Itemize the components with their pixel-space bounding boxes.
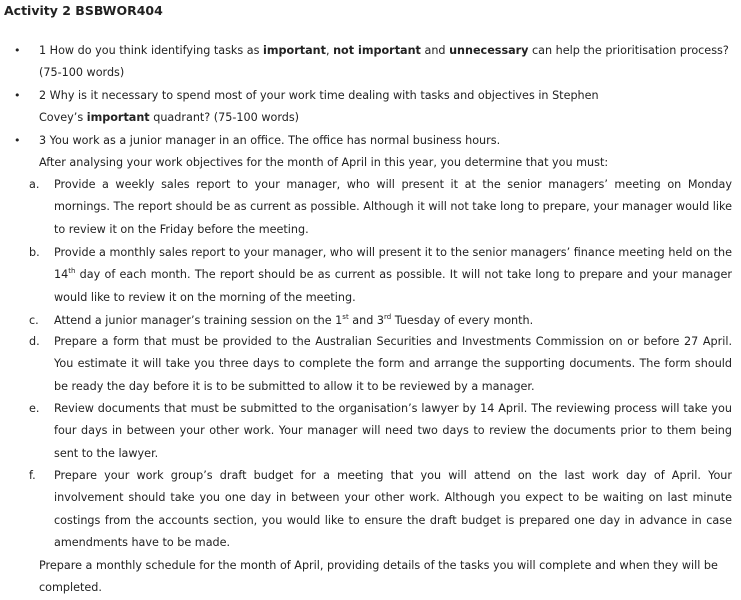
task-text: Prepare a form that must be provided to the Australian Securities and Investments Commission on or before 27 April. You estimate it will take you three days to complete the form and arrange the supporting documents. The form should be ready the day before it is to be submitted to allow it to be reviewed by a manager. — [54, 335, 732, 393]
task-text: Provide a monthly sales report to your manager, who will present it to the senior managers’ finance meeting held on the 14th day of each month. The report should be as current as possible. It will not take long to prepare and your manager would like to review it on the morning of the meeting. — [54, 246, 732, 304]
question-2-text: 2 Why is it necessary to spend most of your work time dealing with tasks and objectives in Stephen Covey’s important quadrant? (75-100 words) — [39, 89, 599, 125]
question-3-text: 3 You work as a junior manager in an office. The office has normal business hours. After analysing your work objectives for the month of April in this year, you determine that you must: — [39, 134, 609, 170]
task-letter: b. — [29, 246, 40, 259]
task-letter: e. — [29, 402, 40, 415]
task-text: Prepare your work group’s draft budget for a meeting that you will attend on the last work day of April. Your involvement should take you one day in between your other work. Although you expect to be waiting on last minute costings from the accounts section, you would like to ensure the draft budget is prepared one day in advance in case amendments have to be made. — [54, 469, 732, 550]
task-letter: d. — [29, 335, 40, 348]
bullet-icon: • — [14, 89, 21, 102]
final-instruction: Prepare a monthly schedule for the month of April, providing details of the tasks you will complete and when they will be completed. — [39, 559, 718, 595]
task-letter: a. — [29, 178, 40, 191]
task-text: Provide a weekly sales report to your manager, who will present it at the senior managers’ meeting on Monday mornings. The report should be as current as possible. Although it will not take long to prepare, your manager would like to review it on the Friday before the meeting. — [54, 178, 732, 236]
question-1-text: 1 How do you think identifying tasks as important, not important and unnecessary can help the prioritisation process? (75-100 words) — [39, 44, 729, 80]
task-text: Review documents that must be submitted to the organisation’s lawyer by 14 April. The reviewing process will take you four days in between your other work. Your manager will need two days to review the documents prior to them being sent to the lawyer. — [54, 402, 732, 460]
bullet-icon: • — [14, 134, 21, 147]
task-letter: c. — [29, 314, 39, 327]
task-letter: f. — [29, 469, 36, 482]
bullet-icon: • — [14, 44, 21, 57]
activity-title: Activity 2 BSBWOR404 — [4, 3, 163, 18]
task-text: Attend a junior manager’s training session on the 1st and 3rd Tuesday of every month. — [54, 313, 534, 327]
